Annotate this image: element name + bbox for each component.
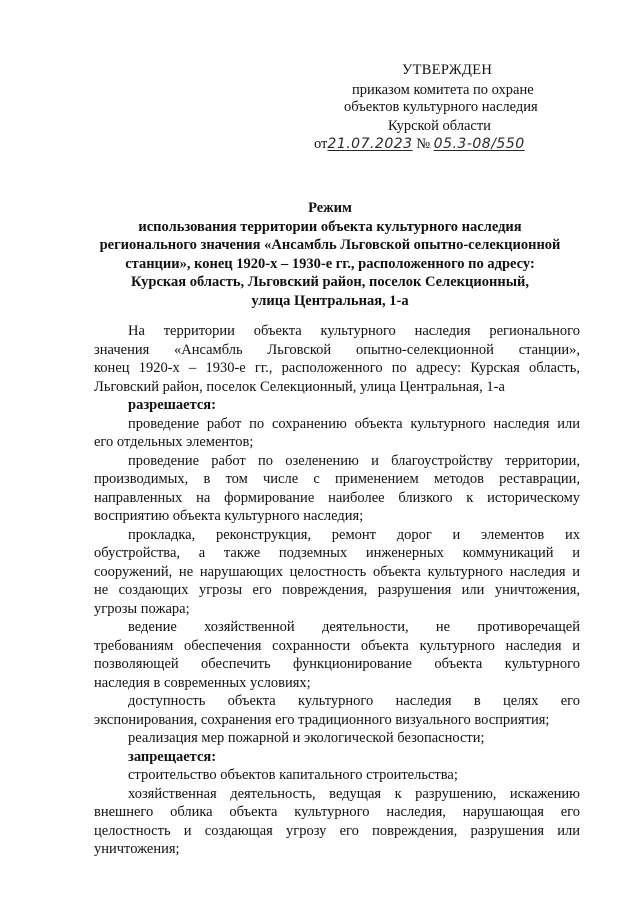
document-body [94,322,580,859]
allowed-item [94,692,580,729]
item-line: прокладка, реконструкция, ремонт дорог и элементов их [128,526,580,543]
from-label: от [314,136,328,152]
item-line: проведение работ по озеленению и благоустройству территории, [128,452,580,469]
item-line: уничтожения; [94,841,180,857]
item-line: позволяющей обеспечить функционирование объекта культурного [94,656,580,672]
intro-line: значения «Ансамбль Льговской опытно-селекционной станции», [94,341,580,358]
approval-line-order: приказом комитета по охране [352,82,534,98]
item-line: проведение работ по сохранению объекта культурного наследия или [128,415,580,432]
forbidden-heading: запрещается: [128,748,217,765]
item-line: хозяйственная деятельность, ведущая к разрушению, искажению [128,785,580,802]
item-line: ведение хозяйственной деятельности, не противоречащей [128,619,580,635]
allowed-item [94,618,580,692]
forbidden-item [94,766,580,785]
item-line: экспонирования, сохранения его традиционного визуального восприятия; [94,711,550,728]
approval-line-objects: объектов культурного наследия [344,99,538,115]
item-line: требованиям обеспечения сохранности объекта культурного наследия и [94,637,580,654]
item-line: не создающих угрозы его повреждения, разрушения или уничтожения, [94,582,580,598]
title-line: Курская область, Льговский район, поселок Селекционный, [131,274,529,290]
item-line: внешнего облика объекта культурного наследия, нарушающая его [94,804,580,820]
approval-heading: УТВЕРЖДЕН [402,62,493,78]
intro-paragraph [94,322,580,396]
title-line: станции», конец 1920-х – 1930-е гг., расположенного по адресу: [125,255,535,272]
intro-line: На территории объекта культурного наследия регионального [128,323,580,339]
title-line: Режим [308,200,352,216]
intro-line: Льговский район, поселок Селекционный, улица Центральная, 1-а [94,378,505,395]
forbidden-item [94,785,580,859]
item-line: восприятию объекта культурного наследия; [94,508,364,524]
item-line: его отдельных элементов; [94,434,254,450]
approval-line-region: Курской области [388,118,491,134]
title-line: регионального значения «Ансамбль Льговской опытно-селекционной [99,237,561,253]
number-label: № [416,136,431,152]
item-line: целостность и создающая угрозу его повреждения, разрушения или [94,822,580,839]
allowed-item [94,526,580,619]
item-line: строительство объектов капитального строительства; [128,767,458,783]
item-line: реализация мер пожарной и экологической безопасности; [128,730,485,746]
handwritten-number: 05.3-08/550 [433,136,525,152]
item-line: обустройства, а также подземных инженерных коммуникаций и [94,545,580,561]
allowed-item [94,415,580,452]
item-line: доступность объекта культурного наследия в целях его [128,693,580,709]
title-line: улица Центральная, 1-а [251,292,409,309]
item-line: сооружений, не нарушающих целостность объекта культурного наследия и [94,563,580,580]
item-line: производимых, в том числе с применением методов реставрации, [94,471,580,487]
item-line: угрозы пожара; [94,600,190,617]
item-line: направленных на формирование наиболее близкого к историческому [94,489,580,506]
approval-date-number-line [314,136,525,154]
allowed-heading: разрешается: [128,397,216,413]
document-title [80,199,580,310]
title-line: использования территории объекта культурного наследия [138,218,522,235]
allowed-item [94,729,580,748]
allowed-item [94,452,580,526]
item-line: наследия в современных условиях; [94,674,311,691]
intro-line: конец 1920-х – 1930-е гг., расположенного по адресу: Курская область, [94,360,580,376]
handwritten-date: 21.07.2023 [327,136,413,152]
